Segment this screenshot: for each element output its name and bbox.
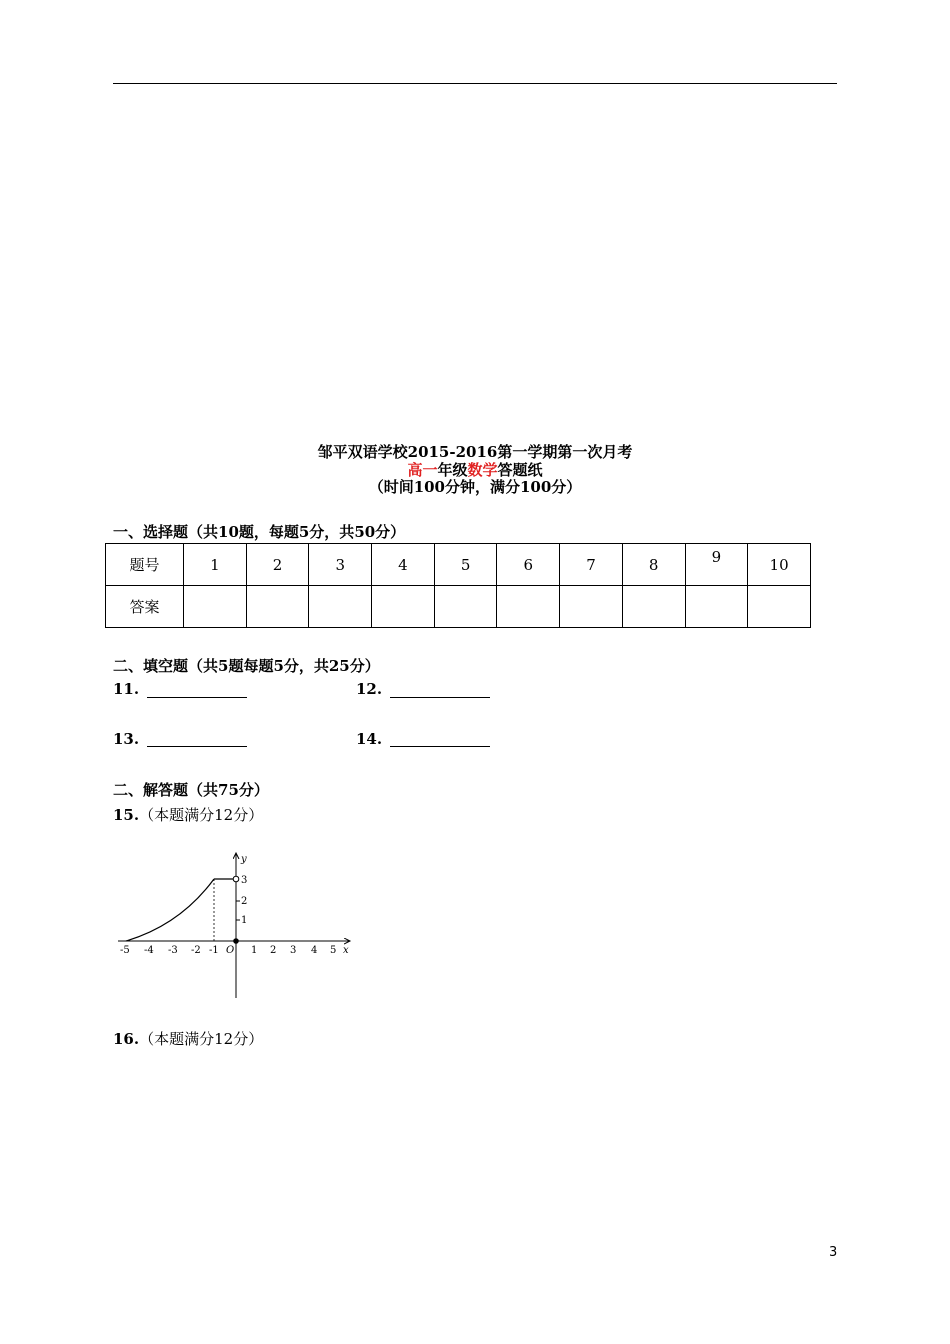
closed-origin-point [233,938,239,944]
y-tick-label: 1 [241,915,248,926]
q12-label: 12. [356,680,383,698]
q13-blank[interactable] [147,746,247,747]
header-rule [113,83,837,84]
x-tick-label: 5 [330,945,337,956]
row-header-number: 题号 [106,544,184,586]
choice-answer-table [105,543,811,628]
q16-note: （本题满分12分） [139,1030,264,1048]
q15-note: （本题满分12分） [139,806,264,824]
origin-label: O [226,945,235,956]
q15-number: 15. [113,806,140,824]
answer-cell[interactable] [434,586,497,628]
x-axis-label: x [343,945,349,956]
question-number: 1 [184,544,247,586]
function-graph [110,845,360,1005]
grade-text: 高一 [407,461,438,479]
q16-heading [113,1028,263,1049]
x-tick-label: 1 [251,945,258,956]
x-tick-label: 4 [311,945,318,956]
answer-cell[interactable] [372,586,435,628]
q11-blank[interactable] [147,697,247,698]
y-tick-label: 3 [241,875,248,886]
x-tick-label: -3 [168,945,178,956]
exam-time-score: （时间100分钟，满分100分） [368,478,582,496]
question-number: 9 [685,544,748,586]
y-axis-label: y [241,854,247,865]
q14-label: 14. [356,730,383,748]
q16-number: 16. [113,1030,140,1048]
y-tick-label: 2 [241,896,248,907]
q13-label: 13. [113,730,140,748]
function-curve [126,879,214,941]
table-row-numbers [106,544,811,586]
question-number: 7 [560,544,623,586]
question-number: 5 [434,544,497,586]
x-tick-label: -1 [209,945,219,956]
grade-suffix: 年级 [437,461,468,479]
x-tick-label: 3 [290,945,297,956]
answer-cell[interactable] [497,586,560,628]
question-number: 10 [748,544,811,586]
answer-cell[interactable] [246,586,309,628]
x-tick-label: -5 [120,945,130,956]
section-solve-heading: 二、解答题（共75分） [113,781,269,799]
answer-cell[interactable] [184,586,247,628]
answer-cell[interactable] [622,586,685,628]
answer-cell[interactable] [748,586,811,628]
page-number: 3 [829,1245,838,1260]
answer-cell[interactable] [685,586,748,628]
subject-text: 数学 [467,461,498,479]
question-number: 8 [622,544,685,586]
sheet-text: 答题纸 [497,461,543,479]
row-header-answer: 答案 [106,586,184,628]
q14-blank[interactable] [390,746,490,747]
question-number: 6 [497,544,560,586]
question-number: 3 [309,544,372,586]
answer-cell[interactable] [309,586,372,628]
question-number: 4 [372,544,435,586]
open-endpoint [233,876,239,882]
question-number: 2 [246,544,309,586]
table-row-answers [106,586,811,628]
section-choice-heading: 一、选择题（共10题，每题5分，共50分） [113,523,406,541]
x-tick-label: -2 [191,945,201,956]
q11-label: 11. [113,680,140,698]
q15-heading [113,804,263,825]
x-tick-label: 2 [270,945,277,956]
q12-blank[interactable] [390,697,490,698]
exam-title: 邹平双语学校2015-2016第一学期第一次月考 [317,443,633,461]
section-fill-heading: 二、填空题（共5题每题5分，共25分） [113,657,380,675]
answer-cell[interactable] [560,586,623,628]
x-tick-label: -4 [144,945,154,956]
